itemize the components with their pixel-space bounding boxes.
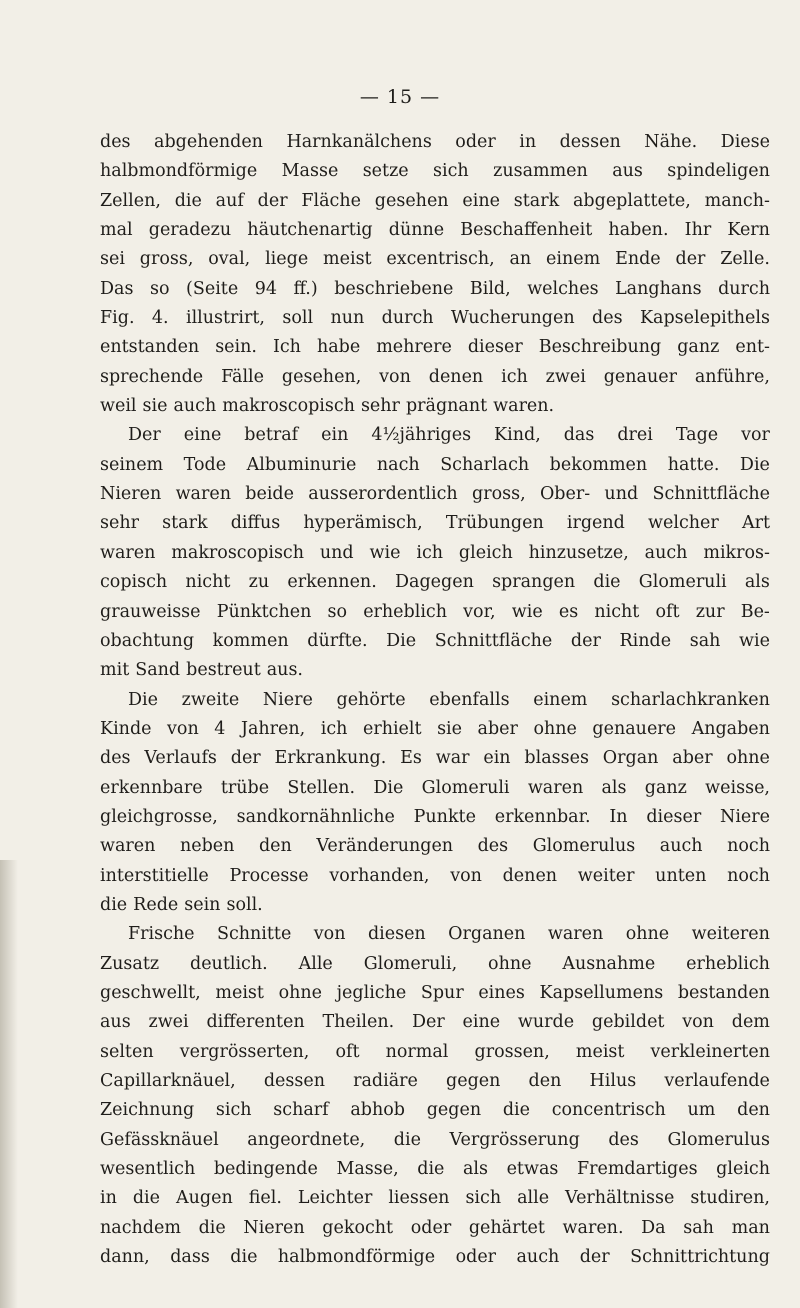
text-line: Das so (Seite 94 ff.) beschriebene Bild, welches Langhans durch — [100, 278, 770, 299]
text-line: Kinde von 4 Jahren, ich erhielt sie aber ohne genauere Angaben — [100, 718, 770, 739]
text-line: die Rede sein soll. — [100, 894, 263, 915]
text-line: sprechende Fälle gesehen, von denen ich zwei genauer anführe, — [100, 366, 770, 387]
text-line: erkennbare trübe Stellen. Die Glomeruli waren als ganz weisse, — [100, 777, 770, 798]
text-line: interstitielle Processe vorhanden, von denen weiter unten noch — [100, 865, 770, 886]
text-line: des abgehenden Harnkanälchens oder in dessen Nähe. Diese — [100, 132, 770, 152]
text-line: mit Sand bestreut aus. — [100, 660, 303, 681]
text-line: Frische Schnitte von diesen Organen waren ohne weiteren — [128, 924, 770, 945]
text-line: Zeichnung sich scharf abhob gegen die concentrisch um den — [100, 1100, 770, 1121]
text-line: grauweisse Pünktchen so erheblich vor, wie es nicht oft zur Be- — [100, 601, 770, 622]
text-line: Nieren waren beide ausserordentlich gross, Ober- und Schnittfläche — [100, 484, 770, 505]
text-line: nachdem die Nieren gekocht oder gehärtet waren. Da sah man — [100, 1217, 770, 1238]
body-text — [100, 128, 770, 1272]
text-line: in die Augen fiel. Leichter liessen sich alle Verhältnisse studiren, — [100, 1188, 770, 1209]
text-line: geschwellt, meist ohne jegliche Spur eines Kapsellumens bestanden — [100, 982, 770, 1003]
text-line: waren makroscopisch und wie ich gleich hinzusetze, auch mikros- — [100, 542, 770, 563]
text-line: sei gross, oval, liege meist excentrisch, an einem Ende der Zelle. — [100, 249, 770, 270]
page-edge-shadow — [0, 860, 18, 1308]
text-line: Zellen, die auf der Fläche gesehen eine stark abgeplattete, manch- — [100, 190, 770, 211]
text-line: dann, dass die halbmondförmige oder auch der Schnittrichtung — [100, 1247, 770, 1268]
text-line: wesentlich bedingende Masse, die als etwas Fremdartiges gleich — [100, 1159, 770, 1180]
page-number-header: — 15 — — [359, 86, 441, 108]
text-line: seinem Tode Albuminurie nach Scharlach bekommen hatte. Die — [100, 454, 770, 475]
text-line: Fig. 4. illustrirt, soll nun durch Wucherungen des Kapselepithels — [100, 308, 770, 329]
text-line: waren neben den Veränderungen des Glomerulus auch noch — [100, 836, 770, 857]
text-line: Capillarknäuel, dessen radiäre gegen den Hilus verlaufende — [100, 1071, 770, 1091]
text-line: Gefässknäuel angeordnete, die Vergrösserung des Glomerulus — [100, 1129, 770, 1150]
text-line: aus zwei differenten Theilen. Der eine wurde gebildet von dem — [100, 1012, 770, 1033]
text-line: selten vergrösserten, oft normal grossen, meist verkleinerten — [100, 1041, 770, 1062]
text-line: halbmondförmige Masse setze sich zusammen aus spindeligen — [100, 161, 770, 182]
text-line: copisch nicht zu erkennen. Dagegen sprangen die Glomeruli als — [100, 572, 770, 593]
text-line: mal geradezu häutchenartig dünne Beschaffenheit haben. Ihr Kern — [100, 220, 770, 241]
text-line: Die zweite Niere gehörte ebenfalls einem scharlachkranken — [128, 689, 770, 710]
text-line: entstanden sein. Ich habe mehrere dieser Beschreibung ganz ent- — [100, 337, 770, 358]
text-line: gleichgrosse, sandkornähnliche Punkte erkennbar. In dieser Niere — [100, 806, 770, 827]
text-line: Zusatz deutlich. Alle Glomeruli, ohne Ausnahme erheblich — [100, 953, 770, 974]
text-line: des Verlaufs der Erkrankung. Es war ein blasses Organ aber ohne — [100, 748, 770, 769]
text-line: Der eine betraf ein 4½jähriges Kind, das drei Tage vor — [128, 425, 770, 446]
text-line: weil sie auch makroscopisch sehr prägnant waren. — [100, 396, 555, 417]
text-line: obachtung kommen dürfte. Die Schnittfläche der Rinde sah wie — [100, 630, 770, 651]
text-line: sehr stark diffus hyperämisch, Trübungen irgend welcher Art — [100, 513, 770, 534]
